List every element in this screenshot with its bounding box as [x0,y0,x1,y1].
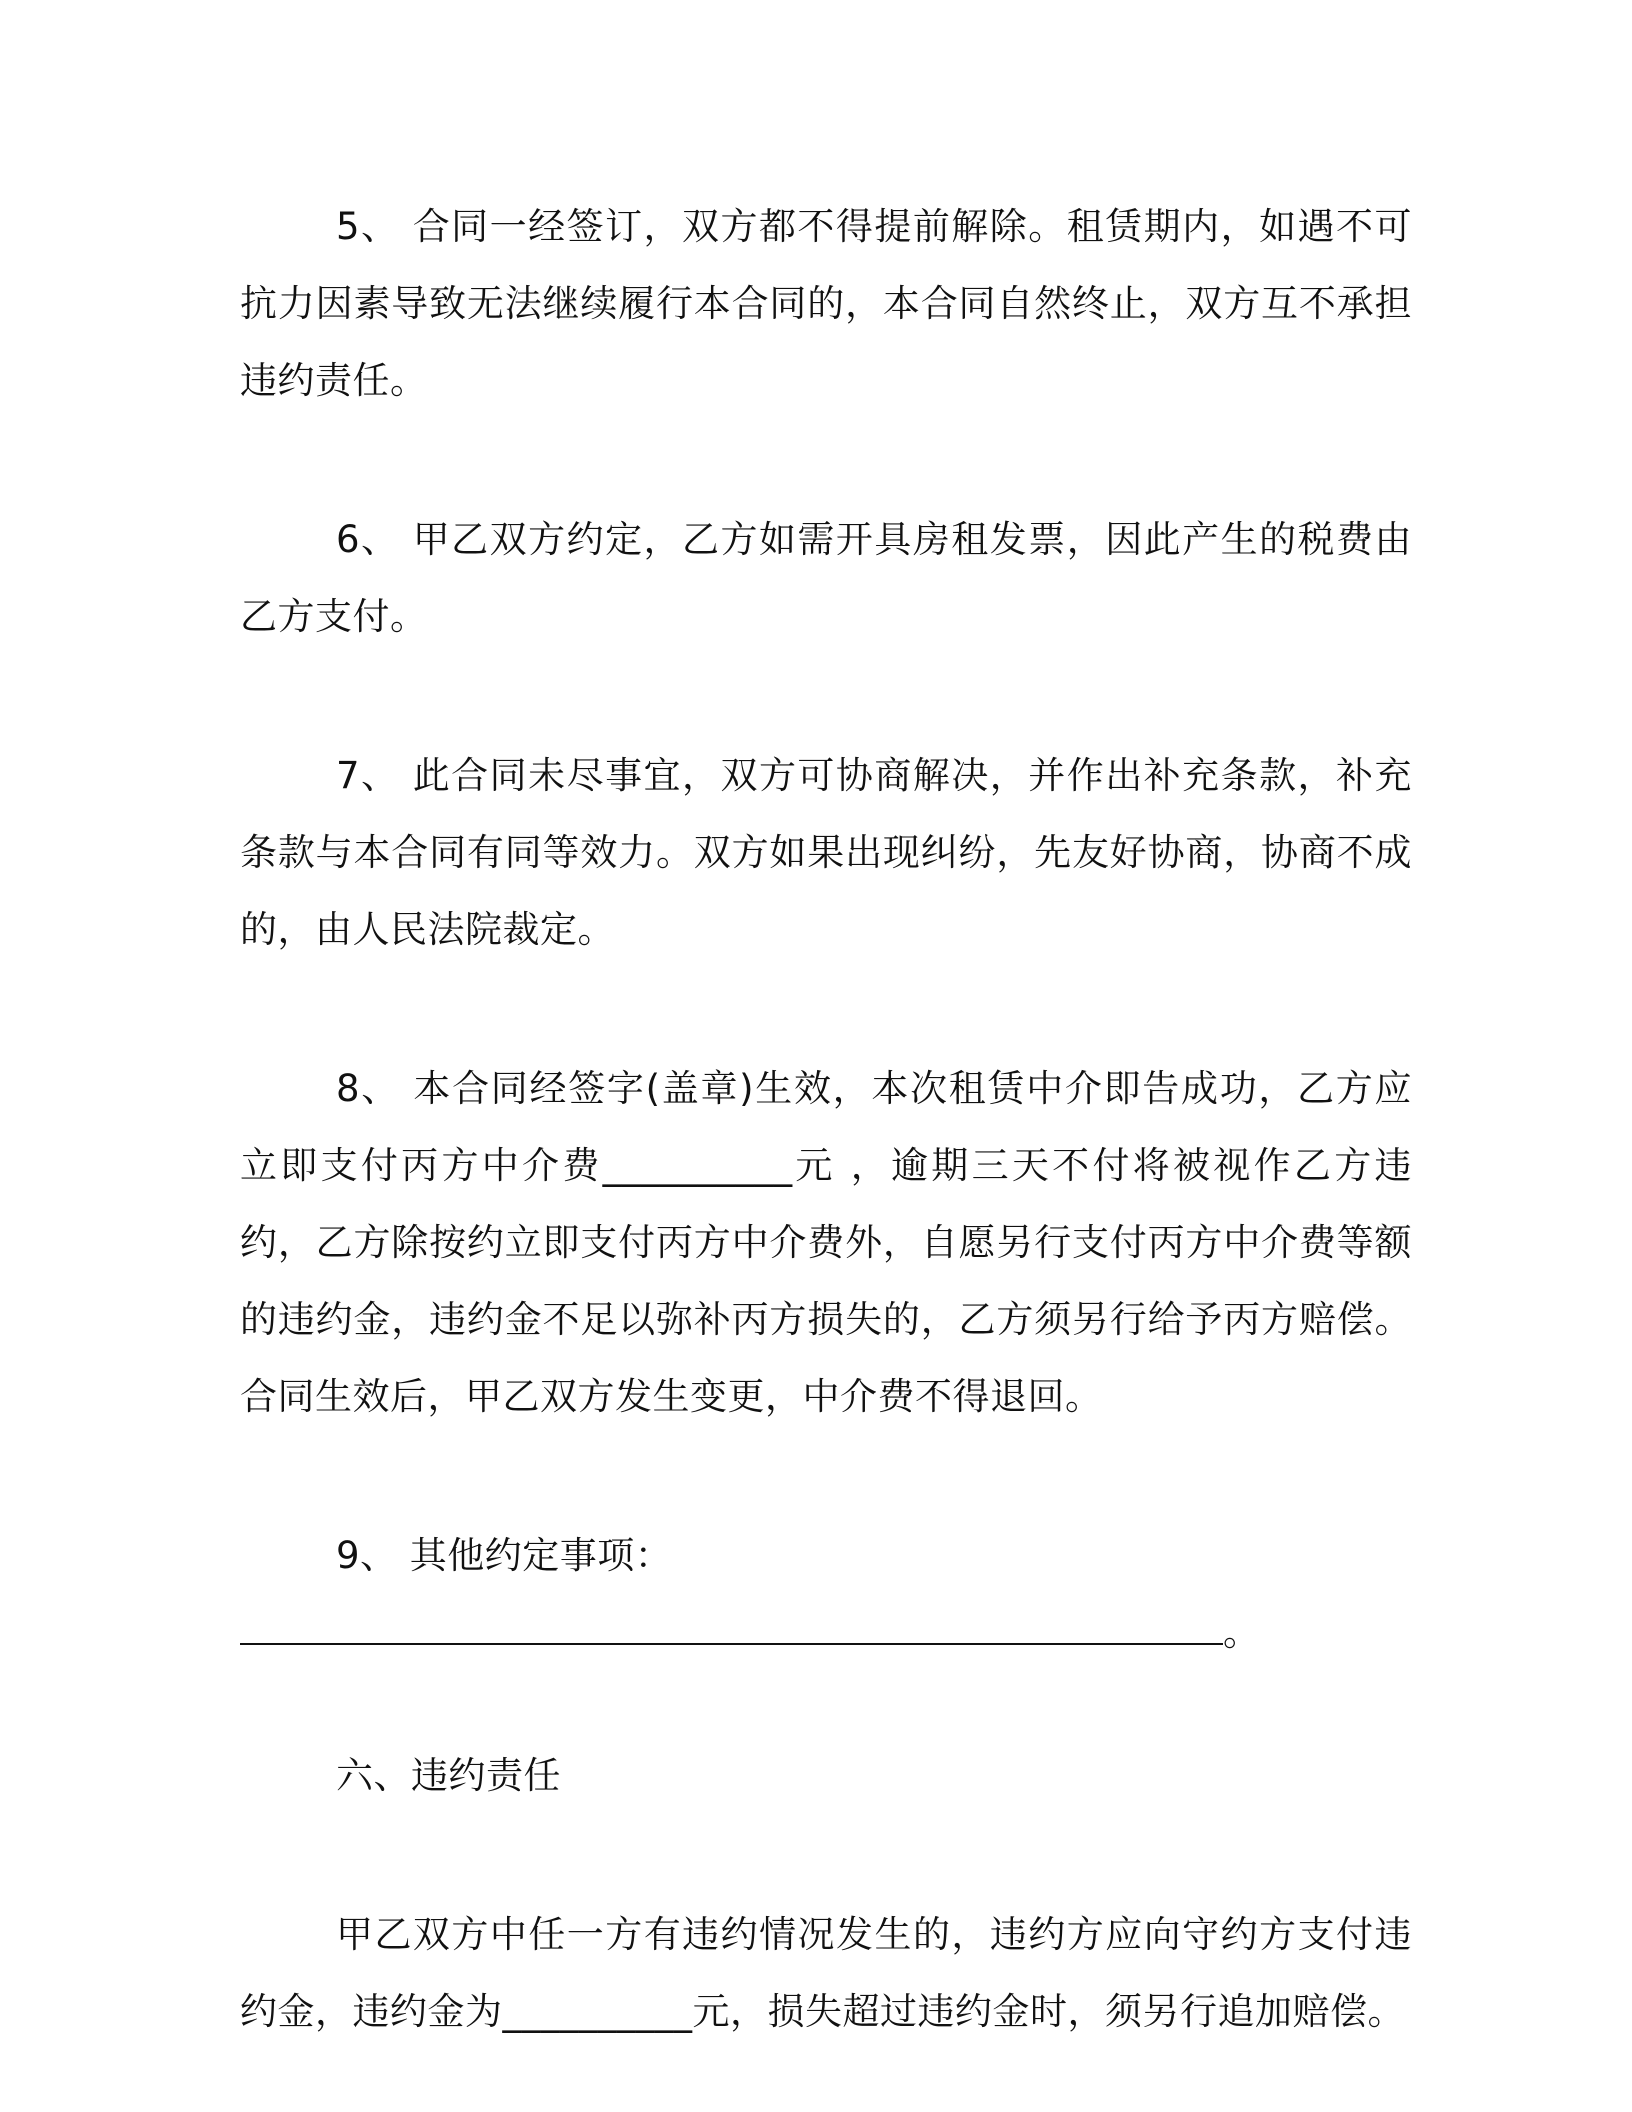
clause-9-paragraph: 9、 其他约定事项： [336,1534,673,1577]
other-terms-blank-line [240,1611,1223,1645]
document-page [240,188,1412,2050]
other-terms-blank-row [240,1594,1412,1671]
clause-5-paragraph: 5、 合同一经签订，双方都不得提前解除。租赁期内，如遇不可抗力因素导致无法继续履行本合同的，本合同自然终止，双方互不承担违约责任。 [240,205,1412,402]
blank-line-period: 。 [1223,1611,1260,1654]
clause-8-paragraph: 8、 本合同经签字(盖章)生效，本次租赁中介即告成功，乙方应立即支付丙方中介费__________元 ，逾期三天不付将被视作乙方违约，乙方除按约立即支付丙方中介费外，自愿另行支付丙方中介费等额的违约金，违约金不足以弥补丙方损失的，乙方须另行给予丙方赔偿。合同生效后，甲乙双方发生变更，中介费不得退回。 [240,1067,1412,1418]
breach-liability-paragraph: 甲乙双方中任一方有违约情况发生的，违约方应向守约方支付违约金，违约金为__________元，损失超过违约金时，须另行追加赔偿。 [240,1913,1412,2033]
clause-6-paragraph: 6、 甲乙双方约定，乙方如需开具房租发票，因此产生的税费由乙方支付。 [240,518,1412,638]
clause-7-paragraph: 7、 此合同未尽事宜，双方可协商解决，并作出补充条款，补充条款与本合同有同等效力。双方如果出现纠纷，先友好协商，协商不成的，由人民法院裁定。 [240,754,1412,951]
section-heading-breach-liability: 六、违约责任 [336,1754,561,1797]
